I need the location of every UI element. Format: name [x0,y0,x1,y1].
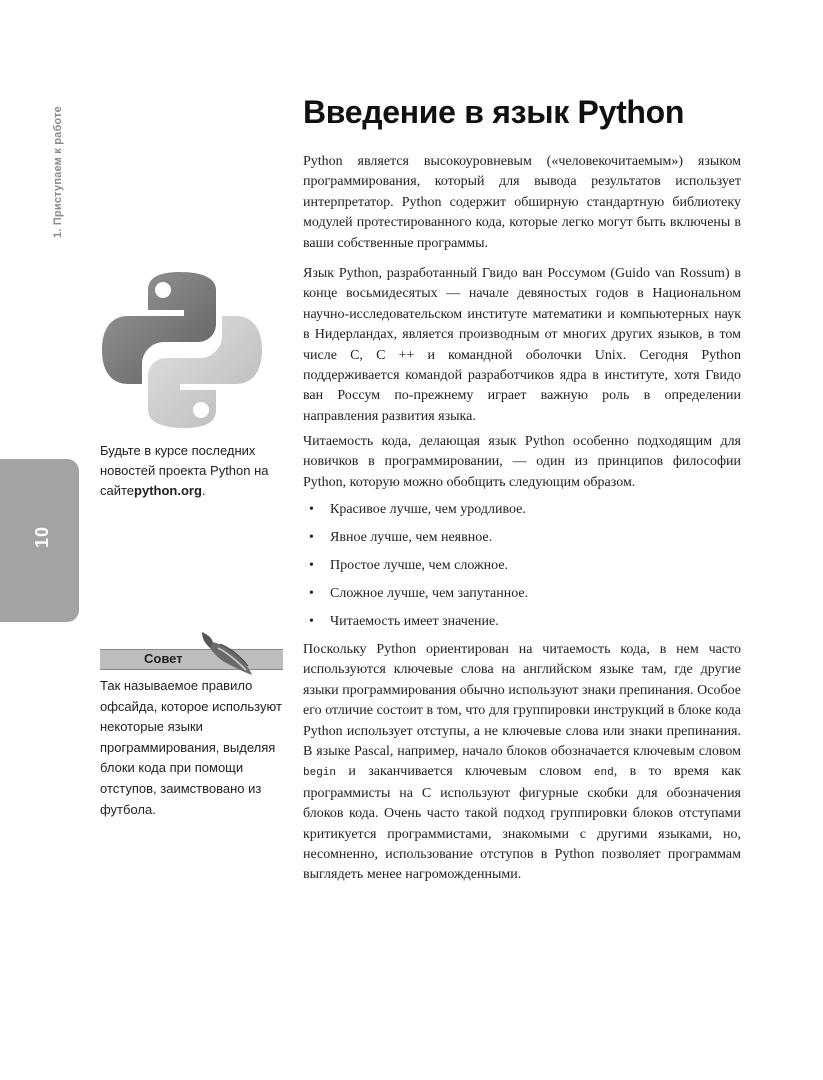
list-item: • Простое лучше, чем сложное. [303,556,741,584]
tip-header [100,649,283,670]
sidebar-note-text: Будьте в курсе последних новостей проекта Python на сайте [100,443,269,498]
python-site-link[interactable]: python.org [134,483,202,498]
python-logo-icon [100,270,265,430]
tip-text: Так называемое правило офсайда, которое используют некоторые языки программирования, выделяя блоки кода при помощи отступов, заимствовано из футбола. [100,678,282,817]
list-item: • Явное лучше, чем неявное. [303,528,741,556]
page-number: 10 [32,525,52,548]
paragraph-text: Python является высокоуровневым («человекочитаемым») языком программирования, который для вывода результатов использует интерпретатор. Python содержит обширную стандартную библиотеку модулей протестированного кода, которые легко могут быть включены в ваши собственные программы. [303,154,741,251]
paragraph-text: Читаемость кода, делающая язык Python особенно подходящим для новичков в программировании, — один из принципов философии Python, которую можно обобщить следующим образом. [303,434,741,490]
section-title: Введение в язык Python [303,94,685,130]
paragraph-part: Поскольку Python ориентирован на читаемость кода, в нем часто используются ключевые слова на английском языке там, где другие языки программирования обычно используют знаки препинания. Особое его отличие состоит в том, что для группировки инструкций в блоке кода Python использует отступы, а не ключевые слова или знаки препинания. В языке Pascal, например, начало блоков обозначается ключевым словом [303,642,741,760]
sidebar-note [100,441,290,501]
keyword-begin: begin [303,767,337,780]
paragraph-text: Язык Python, разработанный Гвидо ван Россумом (Guido van Rossum) в конце восьмидесятых — начале девяностых годов в Национальном научно-исследовательском институте математики и компьютерных наук в Нидерландах, является производным от многих других языков, в том числе C, C ++ и командной оболочки Unix. Сегодня Python поддерживается командой разработчиков ядра в институте, хотя Гвидо ван Россум по-прежнему играет важную роль в определении направления развития языка. [303,266,741,424]
paragraph-part: и заканчивается ключевым словом [348,764,582,780]
trowel-tip-icon [196,630,254,676]
list-item: • Сложное лучше, чем запутанное. [303,584,741,612]
paragraph-text [303,640,741,886]
tip-title: Совет [144,651,183,666]
list-item: • Красивое лучше, чем уродливое. [303,500,741,528]
paragraph-readability [303,432,741,493]
philosophy-list [303,500,741,640]
paragraph-part: , в то время как программисты на C используют фигурные скобки для обозначения блоков кода. Очень часто такой подход группировки блоков отступами критикуется программистами, знакомыми с другими языками, но, несомненно, использование отступов в Python позволяет программам выглядеть менее нагроможденными. [303,764,741,883]
paragraph-history [303,264,741,427]
list-item: • Читаемость имеет значение. [303,612,741,640]
chapter-label: 1. Приступаем к работе [52,106,64,238]
sidebar-note-end: . [201,483,206,498]
paragraph-intro [303,152,741,254]
paragraph-indentation [303,640,741,886]
keyword-end: end [593,767,614,780]
